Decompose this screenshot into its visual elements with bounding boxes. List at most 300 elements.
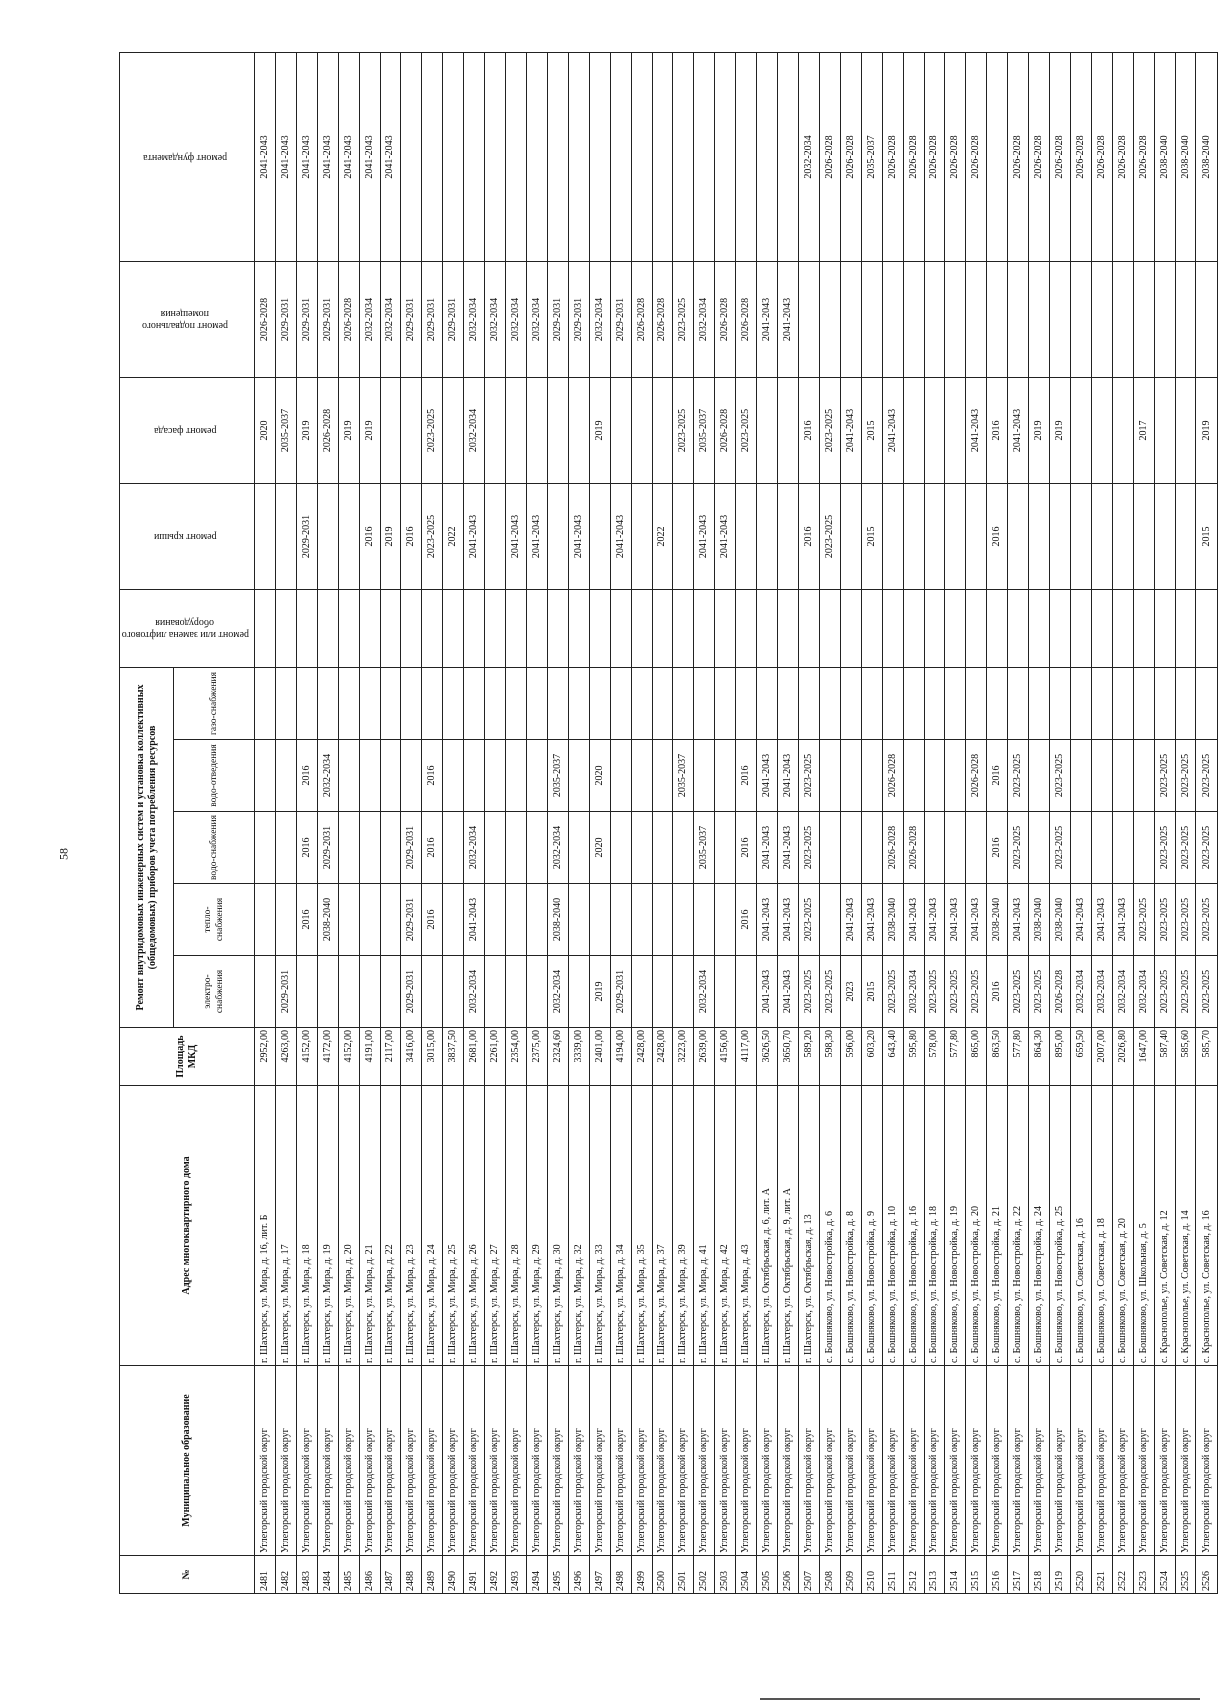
area-cell: 4156,00 xyxy=(715,1028,736,1086)
address-cell: г. Шахтерск, ул. Октябрьская, д. 13 xyxy=(798,1086,819,1366)
header-basement xyxy=(120,261,255,377)
basement-cell: 2029-2031 xyxy=(317,261,338,377)
municipality-cell: Углегорский городской округ xyxy=(610,1366,631,1556)
drainage-cell: 2016 xyxy=(296,740,317,812)
table-row xyxy=(1008,52,1029,1593)
basement-cell: 2029-2031 xyxy=(422,261,443,377)
row-number: 2514 xyxy=(945,1556,966,1594)
roof-cell xyxy=(903,483,924,589)
heat-cell: 2041-2043 xyxy=(1008,884,1029,956)
basement-cell: 2029-2031 xyxy=(296,261,317,377)
facade-cell: 2023-2025 xyxy=(819,377,840,483)
municipality-cell: Углегорский городской округ xyxy=(924,1366,945,1556)
area-cell: 585,70 xyxy=(1196,1028,1218,1086)
drainage-cell xyxy=(359,740,380,812)
header-roof xyxy=(120,483,255,589)
water-cell: 2020 xyxy=(589,812,610,884)
area-cell: 577,80 xyxy=(945,1028,966,1086)
gas-cell xyxy=(1091,667,1112,739)
row-number: 2481 xyxy=(255,1556,276,1594)
water-cell xyxy=(631,812,652,884)
facade-cell: 2019 xyxy=(1196,377,1218,483)
row-number: 2512 xyxy=(903,1556,924,1594)
table-row xyxy=(631,52,652,1593)
drainage-cell: 2026-2028 xyxy=(966,740,987,812)
municipality-cell: Углегорский городской округ xyxy=(1029,1366,1050,1556)
foundation-cell: 2038-2040 xyxy=(1154,52,1175,261)
water-cell xyxy=(1070,812,1091,884)
facade-cell xyxy=(652,377,673,483)
water-cell xyxy=(673,812,694,884)
municipality-cell: Углегорский городской округ xyxy=(506,1366,527,1556)
drainage-cell: 2023-2025 xyxy=(1196,740,1218,812)
foundation-cell xyxy=(526,52,547,261)
elevator-cell xyxy=(359,589,380,667)
area-cell: 2261,00 xyxy=(485,1028,506,1086)
address-cell: с. Бошняково, ул. Новостройка, д. 9 xyxy=(861,1086,882,1366)
roof-cell xyxy=(924,483,945,589)
roof-cell: 2041-2043 xyxy=(568,483,589,589)
drainage-cell xyxy=(1091,740,1112,812)
water-cell: 2016 xyxy=(422,812,443,884)
roof-cell: 2016 xyxy=(987,483,1008,589)
water-cell xyxy=(819,812,840,884)
drainage-cell xyxy=(945,740,966,812)
table-row xyxy=(798,52,819,1593)
gas-cell xyxy=(945,667,966,739)
electricity-cell xyxy=(359,956,380,1028)
municipality-cell: Углегорский городской округ xyxy=(715,1366,736,1556)
drainage-cell xyxy=(401,740,422,812)
facade-cell: 2041-2043 xyxy=(966,377,987,483)
gas-cell xyxy=(359,667,380,739)
heat-cell: 2041-2043 xyxy=(464,884,485,956)
area-cell: 3339,00 xyxy=(568,1028,589,1086)
heat-cell: 2041-2043 xyxy=(924,884,945,956)
roof-cell xyxy=(485,483,506,589)
electricity-cell xyxy=(255,956,276,1028)
table-row xyxy=(485,52,506,1593)
area-cell: 3416,00 xyxy=(401,1028,422,1086)
header-water: водо-снабжения xyxy=(174,812,255,884)
area-cell: 2007,00 xyxy=(1091,1028,1112,1086)
row-number: 2518 xyxy=(1029,1556,1050,1594)
address-cell: с. Бошняково, ул. Новостройка, д. 22 xyxy=(1008,1086,1029,1366)
heat-cell: 2038-2040 xyxy=(317,884,338,956)
electricity-cell xyxy=(380,956,401,1028)
water-cell xyxy=(652,812,673,884)
foundation-cell: 2026-2028 xyxy=(882,52,903,261)
area-cell: 585,60 xyxy=(1175,1028,1196,1086)
elevator-cell xyxy=(317,589,338,667)
gas-cell xyxy=(464,667,485,739)
basement-cell: 2029-2031 xyxy=(547,261,568,377)
heat-cell xyxy=(715,884,736,956)
drainage-cell xyxy=(903,740,924,812)
water-cell xyxy=(861,812,882,884)
heat-cell: 2041-2043 xyxy=(840,884,861,956)
gas-cell xyxy=(1133,667,1154,739)
elevator-cell xyxy=(275,589,296,667)
address-cell: г. Шахтерск, ул. Октябрьская, д. 6, лит. А xyxy=(757,1086,778,1366)
address-cell: с. Бошняково, ул. Новостройка, д. 19 xyxy=(945,1086,966,1366)
gas-cell xyxy=(631,667,652,739)
elevator-cell xyxy=(673,589,694,667)
water-cell xyxy=(945,812,966,884)
elevator-cell xyxy=(1050,589,1071,667)
gas-cell xyxy=(568,667,589,739)
roof-cell xyxy=(589,483,610,589)
elevator-cell xyxy=(464,589,485,667)
row-number: 2489 xyxy=(422,1556,443,1594)
table-row xyxy=(882,52,903,1593)
area-cell: 2026,80 xyxy=(1112,1028,1133,1086)
municipality-cell: Углегорский городской округ xyxy=(1091,1366,1112,1556)
gas-cell xyxy=(317,667,338,739)
basement-cell: 2026-2028 xyxy=(255,261,276,377)
electricity-cell: 2019 xyxy=(589,956,610,1028)
electricity-cell: 2023-2025 xyxy=(1029,956,1050,1028)
municipality-cell: Углегорский городской округ xyxy=(317,1366,338,1556)
drainage-cell xyxy=(1112,740,1133,812)
area-cell: 598,30 xyxy=(819,1028,840,1086)
electricity-cell xyxy=(631,956,652,1028)
heat-cell: 2041-2043 xyxy=(757,884,778,956)
header-gas: газо-снабжения xyxy=(174,667,255,739)
electricity-cell xyxy=(568,956,589,1028)
water-cell: 2029-2031 xyxy=(401,812,422,884)
row-number: 2515 xyxy=(966,1556,987,1594)
header-drainage: водо-отведения xyxy=(174,740,255,812)
roof-cell xyxy=(1133,483,1154,589)
heat-cell xyxy=(338,884,359,956)
roof-cell xyxy=(631,483,652,589)
heat-cell: 2038-2040 xyxy=(987,884,1008,956)
water-cell xyxy=(840,812,861,884)
foundation-cell: 2041-2043 xyxy=(275,52,296,261)
heat-cell xyxy=(652,884,673,956)
header-municipality: Муниципальное образование xyxy=(120,1366,255,1556)
address-cell: с. Бошняково, ул. Советская, д. 16 xyxy=(1070,1086,1091,1366)
water-cell xyxy=(1091,812,1112,884)
electricity-cell xyxy=(422,956,443,1028)
foundation-cell: 2032-2034 xyxy=(798,52,819,261)
drainage-cell xyxy=(380,740,401,812)
elevator-cell xyxy=(1091,589,1112,667)
water-cell: 2023-2025 xyxy=(1175,812,1196,884)
facade-cell xyxy=(757,377,778,483)
table-row xyxy=(401,52,422,1593)
gas-cell xyxy=(652,667,673,739)
facade-cell xyxy=(1175,377,1196,483)
row-number: 2485 xyxy=(338,1556,359,1594)
address-cell: с. Бошняково, ул. Новостройка, д. 24 xyxy=(1029,1086,1050,1366)
municipality-cell: Углегорский городской округ xyxy=(443,1366,464,1556)
drainage-cell: 2020 xyxy=(589,740,610,812)
foundation-cell: 2026-2028 xyxy=(1133,52,1154,261)
foundation-cell: 2041-2043 xyxy=(359,52,380,261)
municipality-cell: Углегорский городской округ xyxy=(589,1366,610,1556)
facade-cell xyxy=(485,377,506,483)
roof-cell: 2041-2043 xyxy=(694,483,715,589)
gas-cell xyxy=(861,667,882,739)
table-row xyxy=(673,52,694,1593)
roof-cell: 2023-2025 xyxy=(422,483,443,589)
basement-cell: 2032-2034 xyxy=(359,261,380,377)
table-row xyxy=(380,52,401,1593)
gas-cell xyxy=(275,667,296,739)
foundation-cell: 2038-2040 xyxy=(1196,52,1218,261)
municipality-cell: Углегорский городской округ xyxy=(296,1366,317,1556)
table-row xyxy=(1112,52,1133,1593)
elevator-cell xyxy=(715,589,736,667)
elevator-cell xyxy=(506,589,527,667)
area-cell: 596,00 xyxy=(840,1028,861,1086)
table-body xyxy=(255,52,1218,1593)
facade-cell xyxy=(610,377,631,483)
area-cell: 4152,00 xyxy=(296,1028,317,1086)
foundation-cell: 2026-2028 xyxy=(924,52,945,261)
water-cell xyxy=(924,812,945,884)
elevator-cell xyxy=(1175,589,1196,667)
facade-cell: 2026-2028 xyxy=(715,377,736,483)
table-row xyxy=(506,52,527,1593)
row-number: 2486 xyxy=(359,1556,380,1594)
address-cell: с. Бошняково, ул. Советская, д. 18 xyxy=(1091,1086,1112,1366)
gas-cell xyxy=(1008,667,1029,739)
area-cell: 643,40 xyxy=(882,1028,903,1086)
foundation-cell xyxy=(694,52,715,261)
municipality-cell: Углегорский городской округ xyxy=(778,1366,799,1556)
roof-cell xyxy=(966,483,987,589)
address-cell: г. Шахтерск, ул. Мира, д. 19 xyxy=(317,1086,338,1366)
row-number: 2495 xyxy=(547,1556,568,1594)
gas-cell xyxy=(1029,667,1050,739)
electricity-cell: 2041-2043 xyxy=(757,956,778,1028)
area-cell: 4191,00 xyxy=(359,1028,380,1086)
roof-cell xyxy=(1029,483,1050,589)
municipality-cell: Углегорский городской округ xyxy=(840,1366,861,1556)
elevator-cell xyxy=(401,589,422,667)
row-number: 2517 xyxy=(1008,1556,1029,1594)
roof-cell xyxy=(547,483,568,589)
repair-schedule-table xyxy=(119,52,1218,1594)
gas-cell xyxy=(443,667,464,739)
municipality-cell: Углегорский городской округ xyxy=(1154,1366,1175,1556)
address-cell: с. Бошняково, ул. Советская, д. 20 xyxy=(1112,1086,1133,1366)
drainage-cell: 2016 xyxy=(987,740,1008,812)
facade-cell: 2041-2043 xyxy=(882,377,903,483)
municipality-cell: Углегорский городской округ xyxy=(694,1366,715,1556)
electricity-cell: 2023-2025 xyxy=(1154,956,1175,1028)
electricity-cell xyxy=(652,956,673,1028)
basement-cell: 2041-2043 xyxy=(778,261,799,377)
elevator-cell xyxy=(798,589,819,667)
basement-cell: 2029-2031 xyxy=(275,261,296,377)
facade-cell: 2019 xyxy=(296,377,317,483)
elevator-cell xyxy=(882,589,903,667)
address-cell: с. Бошняково, ул. Новостройка, д. 20 xyxy=(966,1086,987,1366)
area-cell: 2375,00 xyxy=(526,1028,547,1086)
foundation-cell xyxy=(443,52,464,261)
table-row xyxy=(694,52,715,1593)
address-cell: с. Бошняково, ул. Новостройка, д. 21 xyxy=(987,1086,1008,1366)
water-cell: 2023-2025 xyxy=(798,812,819,884)
drainage-cell xyxy=(338,740,359,812)
elevator-cell xyxy=(1029,589,1050,667)
drainage-cell xyxy=(715,740,736,812)
row-number: 2500 xyxy=(652,1556,673,1594)
basement-cell xyxy=(819,261,840,377)
water-cell xyxy=(506,812,527,884)
table-row xyxy=(736,52,757,1593)
basement-cell: 2026-2028 xyxy=(631,261,652,377)
area-cell: 2681,00 xyxy=(464,1028,485,1086)
elevator-cell xyxy=(694,589,715,667)
address-cell: с. Бошняково, ул. Школьная, д. 5 xyxy=(1133,1086,1154,1366)
address-cell: г. Шахтерск, ул. Мира, д. 41 xyxy=(694,1086,715,1366)
facade-cell xyxy=(1070,377,1091,483)
drainage-cell xyxy=(275,740,296,812)
row-number: 2497 xyxy=(589,1556,610,1594)
row-number: 2494 xyxy=(526,1556,547,1594)
table-row xyxy=(338,52,359,1593)
roof-cell xyxy=(1091,483,1112,589)
water-cell xyxy=(359,812,380,884)
roof-cell xyxy=(275,483,296,589)
foundation-cell xyxy=(736,52,757,261)
electricity-cell: 2023-2025 xyxy=(1196,956,1218,1028)
municipality-cell: Углегорский городской округ xyxy=(568,1366,589,1556)
basement-cell: 2029-2031 xyxy=(610,261,631,377)
municipality-cell: Углегорский городской округ xyxy=(275,1366,296,1556)
basement-cell: 2026-2028 xyxy=(715,261,736,377)
area-cell: 3837,50 xyxy=(443,1028,464,1086)
electricity-cell xyxy=(338,956,359,1028)
facade-cell: 2019 xyxy=(1029,377,1050,483)
header-address: Адрес многоквартирного дома xyxy=(120,1086,255,1366)
address-cell: г. Шахтерск, ул. Мира, д. 25 xyxy=(443,1086,464,1366)
water-cell xyxy=(1133,812,1154,884)
drainage-cell xyxy=(443,740,464,812)
facade-cell: 2019 xyxy=(359,377,380,483)
address-cell: г. Шахтерск, ул. Мира, д. 22 xyxy=(380,1086,401,1366)
water-cell: 2016 xyxy=(987,812,1008,884)
table-row xyxy=(1196,52,1218,1593)
header-electricity: электро-снабжения xyxy=(174,956,255,1028)
row-number: 2510 xyxy=(861,1556,882,1594)
area-cell: 1647,00 xyxy=(1133,1028,1154,1086)
drainage-cell xyxy=(485,740,506,812)
gas-cell xyxy=(610,667,631,739)
row-number: 2508 xyxy=(819,1556,840,1594)
municipality-cell: Углегорский городской округ xyxy=(652,1366,673,1556)
basement-cell xyxy=(1154,261,1175,377)
row-number: 2502 xyxy=(694,1556,715,1594)
gas-cell xyxy=(1175,667,1196,739)
row-number: 2501 xyxy=(673,1556,694,1594)
water-cell xyxy=(1112,812,1133,884)
foundation-cell xyxy=(715,52,736,261)
table-row xyxy=(903,52,924,1593)
water-cell xyxy=(338,812,359,884)
table-row xyxy=(966,52,987,1593)
table-row xyxy=(1133,52,1154,1593)
area-cell: 603,20 xyxy=(861,1028,882,1086)
heat-cell: 2038-2040 xyxy=(882,884,903,956)
heat-cell xyxy=(255,884,276,956)
heat-cell: 2038-2040 xyxy=(1029,884,1050,956)
elevator-cell xyxy=(255,589,276,667)
header-foundation-text: ремонт фундамента xyxy=(142,151,228,163)
basement-cell: 2032-2034 xyxy=(526,261,547,377)
gas-cell xyxy=(1070,667,1091,739)
facade-cell: 2019 xyxy=(1050,377,1071,483)
foundation-cell: 2026-2028 xyxy=(840,52,861,261)
foundation-cell xyxy=(464,52,485,261)
roof-cell xyxy=(840,483,861,589)
roof-cell xyxy=(1070,483,1091,589)
table-row xyxy=(757,52,778,1593)
water-cell: 2023-2025 xyxy=(1154,812,1175,884)
basement-cell xyxy=(1112,261,1133,377)
drainage-cell: 2023-2025 xyxy=(1008,740,1029,812)
heat-cell xyxy=(359,884,380,956)
basement-cell: 2026-2028 xyxy=(736,261,757,377)
table-row xyxy=(819,52,840,1593)
water-cell xyxy=(966,812,987,884)
row-number: 2521 xyxy=(1091,1556,1112,1594)
facade-cell: 2035-2037 xyxy=(275,377,296,483)
heat-cell: 2029-2031 xyxy=(401,884,422,956)
area-cell: 864,30 xyxy=(1029,1028,1050,1086)
roof-cell: 2016 xyxy=(401,483,422,589)
roof-cell: 2041-2043 xyxy=(610,483,631,589)
water-cell: 2023-2025 xyxy=(1050,812,1071,884)
facade-cell xyxy=(1091,377,1112,483)
municipality-cell: Углегорский городской округ xyxy=(861,1366,882,1556)
area-cell: 3223,00 xyxy=(673,1028,694,1086)
roof-cell: 2016 xyxy=(798,483,819,589)
table-row xyxy=(296,52,317,1593)
area-cell: 3015,00 xyxy=(422,1028,443,1086)
basement-cell xyxy=(1196,261,1218,377)
gas-cell xyxy=(715,667,736,739)
foundation-cell: 2026-2028 xyxy=(819,52,840,261)
electricity-cell: 2023-2025 xyxy=(1008,956,1029,1028)
heat-cell xyxy=(526,884,547,956)
elevator-cell xyxy=(380,589,401,667)
drainage-cell xyxy=(861,740,882,812)
table-row xyxy=(861,52,882,1593)
row-number: 2490 xyxy=(443,1556,464,1594)
roof-cell xyxy=(338,483,359,589)
drainage-cell: 2035-2037 xyxy=(547,740,568,812)
foundation-cell xyxy=(568,52,589,261)
heat-cell: 2041-2043 xyxy=(966,884,987,956)
address-cell: с. Бошняково, ул. Новостройка, д. 18 xyxy=(924,1086,945,1366)
address-cell: г. Шахтерск, ул. Мира, д. 43 xyxy=(736,1086,757,1366)
electricity-cell: 2032-2034 xyxy=(903,956,924,1028)
facade-cell xyxy=(568,377,589,483)
water-cell: 2016 xyxy=(296,812,317,884)
gas-cell xyxy=(589,667,610,739)
drainage-cell xyxy=(1133,740,1154,812)
row-number: 2509 xyxy=(840,1556,861,1594)
drainage-cell xyxy=(1070,740,1091,812)
electricity-cell: 2023-2025 xyxy=(945,956,966,1028)
drainage-cell: 2016 xyxy=(422,740,443,812)
